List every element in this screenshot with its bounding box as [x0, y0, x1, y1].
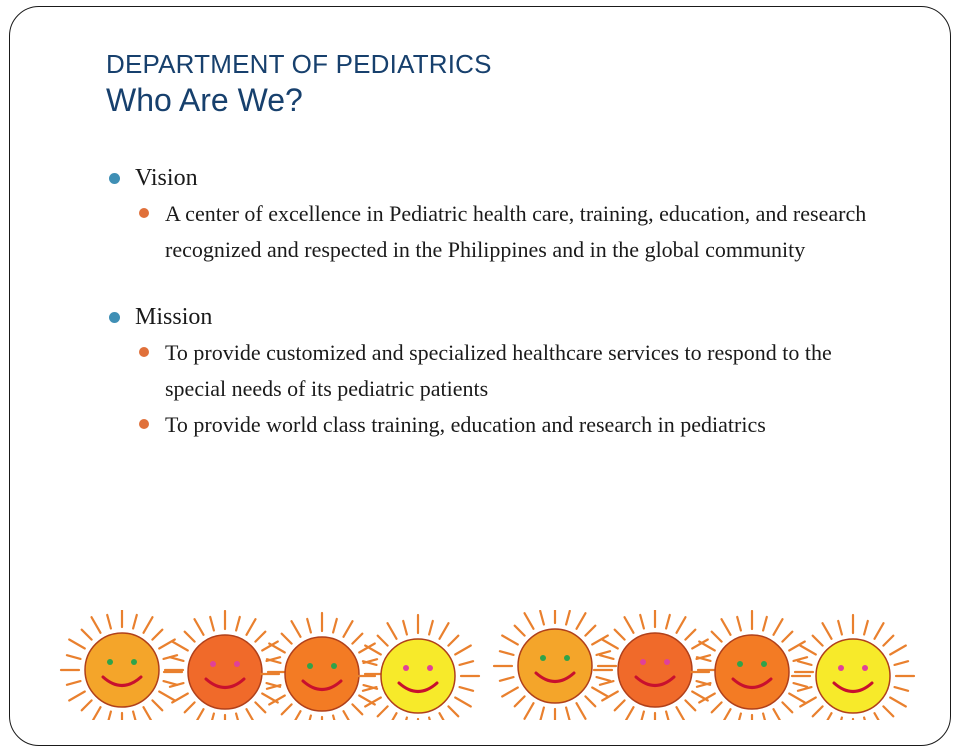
smiling-sun-icon — [261, 613, 383, 720]
vision-item: A center of excellence in Pediatric health care, training, education, and research recognized and respected in the Philippines and in the global community — [138, 196, 868, 268]
smiling-sun-icon — [494, 610, 616, 720]
smiling-suns-decoration — [0, 610, 960, 720]
mission-item: To provide customized and specialized healthcare services to respond to the special needs of its pediatric patients — [138, 335, 868, 407]
mission-item: To provide world class training, education and research in pediatrics — [138, 407, 868, 443]
smiling-sun-icon — [61, 610, 183, 720]
smiling-sun-icon — [164, 611, 286, 720]
vision-heading: Vision — [108, 160, 868, 196]
slide-title — [106, 48, 492, 120]
smiling-sun-icon — [792, 615, 914, 720]
slide-content — [108, 160, 868, 443]
title-who-are-we: Who Are We? — [106, 82, 303, 118]
title-department: DEPARTMENT OF PEDIATRICS — [106, 49, 492, 79]
mission-heading: Mission — [108, 299, 868, 335]
smiling-sun-icon — [691, 611, 813, 720]
section-spacer — [108, 268, 868, 299]
